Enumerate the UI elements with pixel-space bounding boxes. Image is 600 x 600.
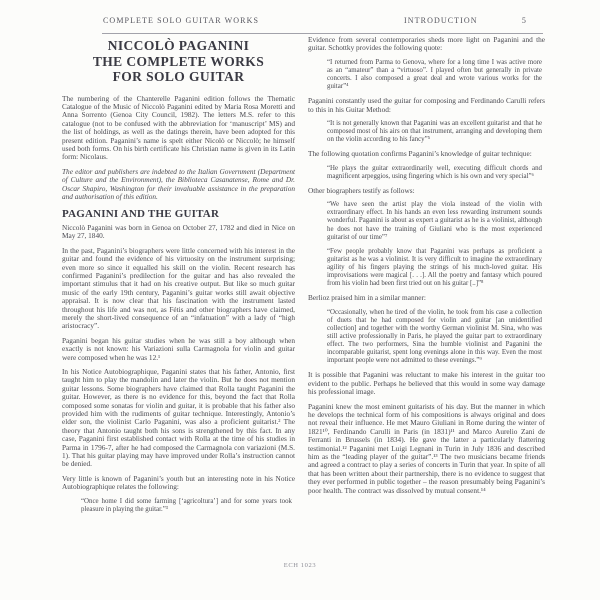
page-title-line-2: THE COMPLETE WORKS bbox=[92, 53, 265, 69]
right-column bbox=[308, 36, 545, 501]
page-title bbox=[62, 38, 295, 85]
running-head-section: INTRODUCTION bbox=[404, 16, 478, 25]
right-column-text bbox=[308, 36, 545, 495]
paragraph: In his Notice Autobiographique, Paganini states that his father, Antonio, first taught him to play the mandolin and later the violin. But he does not mention guitar lessons. Some biographers have claimed that Rolla taught Paganini the guitar. However, as there is no evidence for this, beyond the fact that Rolla composed some sonatas for violin and guitar, it is probable that his father also provided him with the rudiments of guitar technique. Interestingly, Antonio’s elder son, the violinist Carlo Paganini, was also a proficient guitarist.² The theory that Antonio taught both his sons is strengthened by this fact. In any case, Paganini first established contact with Rolla at the time of his studies in Parma in 1796-7, after he had composed the Carmagnola con variazioni (M.S. 1). That his guitar playing may have improved under Rolla’s instruction cannot be denied. bbox=[62, 366, 295, 469]
quotation: “I returned from Parma to Genova, where for a long time I was active more as an “amateur” than a “virtuoso”. I played often but generally in private concerts. I also composed a great deal and wrote various works for the guitar”⁴ bbox=[327, 58, 542, 91]
paragraph: The editor and publishers are indebted to the Italian Government (Department of Culture and the Environment), the Biblioteca Casanatense, Rome and Dr. Oscar Shapiro, Washington for their invaluable assistance in the preparation and authorisation of this edition. bbox=[62, 166, 295, 201]
quotation: “Once home I did some farming [‘agricoltura’] and for some years took pleasure in playing the guitar.”³ bbox=[81, 497, 292, 513]
header-rule bbox=[102, 33, 543, 34]
paragraph: Paganini knew the most eminent guitarists of his day. But the manner in which he develops the technical form of his compositions is always original and does not reveal their influence. He met Mauro Giuliani in Rome during the winter of 1821¹⁰, Ferdinando Carulli in Paris (in 1831)¹¹ and Marco Aurelio Zani de Ferranti in Brussels (in 1834). He gave the latter a particularly flattering testimonial.¹² Paganini met Luigi Legnani in Turin in July 1836 and described him as the “leading player of the guitar”.¹³ The two musicians became friends and agreed a contract to play a series of concerts in Turin that year. In spite of all that has been written about their partnership, there is no evidence to suggest that they ever performed in public together – the reason presumably being Paganini’s poor health. The contract was dissolved by mutual consent.¹⁴ bbox=[308, 401, 545, 495]
quotation: “Few people probably know that Paganini was perhaps as proficient a guitarist as he was a violinist. It is very difficult to imagine the extraordinary agility of his fingers playing the strings of his much-loved guitar. His improvisations were magical [. . .]. All the poetry and fantasy which poured from his violin had been first tried out on his guitar [..]”⁸ bbox=[327, 247, 542, 288]
paragraph: Paganini began his guitar studies when he was still a boy although when exactly is not known: his Variazioni sulla Carmagnola for violin and guitar were composed when he was 12.¹ bbox=[62, 335, 295, 362]
quotation: “He plays the guitar extraordinarily well, executing difficult chords and magnificent arpeggios, using fingering which is his own and very special”⁶ bbox=[327, 164, 542, 180]
paragraph: The following quotation confirms Paganini’s knowledge of guitar technique: bbox=[308, 149, 532, 159]
page-title-line-1: NICCOLÒ PAGANINI bbox=[107, 38, 250, 53]
paragraph: Other biographers testify as follows: bbox=[308, 185, 415, 195]
paragraph: Niccolò Paganini was born in Genoa on October 27, 1782 and died in Nice on May 27, 1840. bbox=[62, 222, 295, 241]
paragraph: Paganini constantly used the guitar for composing and Ferdinando Carulli refers to this in his Guitar Method: bbox=[308, 96, 545, 114]
running-head-left: COMPLETE SOLO GUITAR WORKS bbox=[103, 16, 260, 25]
page-number: 5 bbox=[521, 16, 527, 25]
paragraph: In the past, Paganini’s biographers were little concerned with his interest in the guitar and found the evidence of his virtuosity on the instrument surprising; even more so since it equalled his skill on the violin. Recent research has confirmed Paganini’s predilection for the guitar and has also revealed the important stimulus that it had on his creative output. But like so much guitar music of the early 19th century, Paganini’s guitar works still await objective appraisal. It is now clear that his fascination with the instrument lasted throughout his life and was not, as Fétis and other biographers have claimed, merely the short-lived consequence of an “infatuation” with a lady of “high aristocracy”. bbox=[62, 245, 295, 331]
quotation: “It is not generally known that Paganini was an excellent guitarist and that he composed most of his airs on that instrument, arranging and developing them on the violin according to his fancy”⁵ bbox=[327, 120, 542, 144]
left-column-text bbox=[62, 95, 295, 514]
paragraph: Evidence from several contemporaries sheds more light on Paganini and the guitar. Schottky provides the following quote: bbox=[308, 35, 545, 53]
paragraph: The numbering of the Chanterelle Paganini edition follows the Thematic Catalogue of the Music of Niccolò Paganini edited by Maria Rosa Moretti and Anna Sorrento (Genoa City Council, 1982). The letters M.S. refer to this catalogue (not to be confused with the abbreviation for ‘manuscript’ MS) and the list of holdings, as well as the datings therein, have been adopted for this present edition. Paganini’s name is spelt either Nicolò or Niccolò; he himself used both forms. On his birth certificate his Christian name is given in its Latin form: Nicolaus. bbox=[62, 93, 295, 162]
section-heading: PAGANINI AND THE GUITAR bbox=[62, 208, 220, 221]
running-head bbox=[62, 16, 545, 28]
left-column bbox=[62, 38, 295, 520]
paragraph: It is possible that Paganini was reluctant to make his interest in the guitar too evident to the public. Perhaps he believed that this would in some way damage his professional image. bbox=[308, 370, 545, 397]
quotation: “Occasionally, when he tired of the violin, he took from his case a collection of duets that he had composed for violin and guitar [an unidentified collection] and together with the worthy German violinist M. Sina, who was still active professionally in Paris, he played the guitar part to extraordinary effect. The two performers, Sina the humble violinist and Paganini the incomparable guitarist, spent long evenings alone in this way. Even the most important people were not admitted to these evenings.”⁹ bbox=[327, 308, 542, 365]
quotation: “We have seen the artist play the viola instead of the violin with extraordinary effect. In his hands an even less rewarding instrument sounds wonderful. Paganini is about as expert a guitarist as he is a violinist, although he does not have the training of Giuliani who is the most experienced guitarist of our time”⁷ bbox=[327, 201, 542, 241]
paragraph: Berlioz praised him in a similar manner: bbox=[308, 293, 426, 303]
plate-number: ECH 1023 bbox=[283, 562, 317, 569]
page-title-line-3: FOR SOLO GUITAR bbox=[112, 69, 245, 84]
paragraph: Very little is known of Paganini’s youth but an interesting note in his Notice Autobiographique relates the following: bbox=[62, 473, 295, 492]
